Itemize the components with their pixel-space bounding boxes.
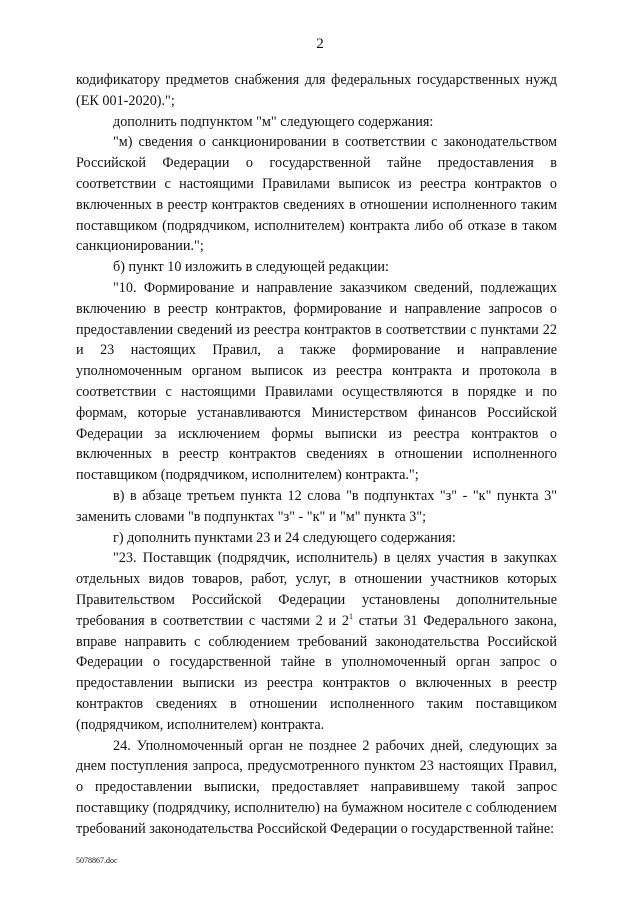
- paragraph-point-10: "10. Формирование и направление заказчиком сведений, подлежащих включению в реестр контрактов, формирование и направление запросов о предоставлении сведений из реестра контрактов в соответствии с пунктами 22 и 23 настоящих Правил, а также формирование и направление уполномоченным органом выписок из реестра контракта и протокола в соответствии с настоящими Правилами осуществляются в порядке и по формам, которые устанавливаются Министерством финансов Российской Федерации за исключением формы выписки из реестра контрактов о включенных в реестр контрактов сведениях в отношении исполненного поставщиком (подрядчиком, исполнителем) контракта.";: [76, 279, 557, 484]
- paragraph-add-subpoint-m: дополнить подпунктом "м" следующего содержания:: [113, 113, 434, 130]
- document-file-code: 5078867.doc: [76, 856, 118, 865]
- paragraph-item-b: б) пункт 10 изложить в следующей редакции:: [113, 259, 389, 276]
- document-body: [76, 70, 557, 839]
- point-23-text-start: "23. Поставщик (подрядчик, исполнитель) в целях участия в закупках отдельных видов товаров, работ, услуг, в отношении участников которых Правительством Российской Федерации установлены дополнительные требования в соответствии с частями 2 и 2: [76, 550, 557, 629]
- paragraph-item-g: г) дополнить пунктами 23 и 24 следующего содержания:: [113, 529, 456, 546]
- paragraph-codifier-end: кодификатору предметов снабжения для федеральных государственных нужд (ЕК 001-2020).";: [76, 72, 557, 109]
- page-number: 2: [316, 36, 324, 52]
- paragraph-subpoint-m: "м) сведения о санкционировании в соответствии с законодательством Российской Федерации о государственной тайне предоставления в соответствии с настоящими Правилами выписок из реестра контрактов о включенных в реестр контрактов сведениях в отношении исполненного таким поставщиком (подрядчиком, исполнителем) контракта либо об отказе в таком санкционировании.";: [76, 134, 557, 255]
- paragraph-item-v: в) в абзаце третьем пункта 12 слова "в подпунктах "з" - "к" пункта 3" заменить словами "в подпунктах "з" - "к" и "м" пункта 3";: [76, 487, 557, 525]
- superscript-one: 1: [348, 611, 353, 621]
- paragraph-point-24: 24. Уполномоченный орган не позднее 2 рабочих дней, следующих за днем поступления запроса, предусмотренного пунктом 23 настоящих Правил, о предоставлении выписки, предоставляет направившему такой запрос поставщику (подрядчику, исполнителю) на бумажном носителе с соблюдением требований законодательства Российской Федерации о государственной тайне:: [76, 737, 557, 837]
- paragraph-point-23: [76, 548, 557, 735]
- point-23-text-end: статьи 31 Федерального закона, вправе направить с соблюдением требований законодательства Российской Федерации о государственной тайне в уполномоченный орган запрос о предоставлении выписки из реестра контрактов о включенных в реестр контрактов сведениях в отношении исполненного таким поставщиком (подрядчиком, исполнителем) контракта.: [76, 612, 557, 733]
